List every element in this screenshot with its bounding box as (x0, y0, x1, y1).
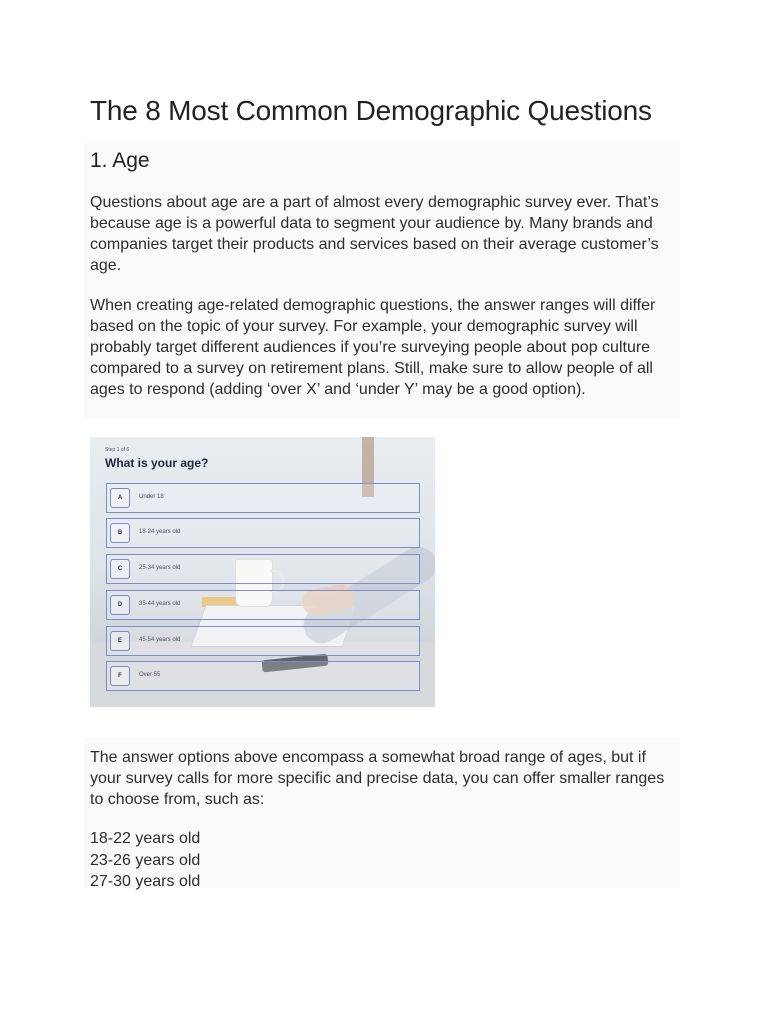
option-key: F (110, 666, 130, 686)
age-range-list (90, 828, 390, 893)
option-key: D (110, 595, 130, 615)
survey-option (106, 518, 420, 548)
list-item: 18-22 years old (90, 830, 201, 847)
option-label: 35-44 years old (139, 601, 181, 607)
survey-option (106, 554, 420, 584)
option-label: 45-54 years old (139, 637, 181, 643)
list-item: 27-30 years old (90, 873, 201, 890)
option-key: A (110, 488, 130, 508)
option-label: Over 55 (139, 672, 161, 678)
survey-option (106, 483, 420, 513)
paragraph-1: Questions about age are a part of almost every demographic survey ever. That’s because age is a powerful data to segment your audience by. Many brands and companies target their products and services based on their average customer’s age. (90, 194, 659, 274)
survey-option (106, 590, 420, 620)
survey-example-image (90, 437, 435, 707)
option-label: 25-34 years old (139, 565, 181, 571)
survey-option (106, 626, 420, 656)
survey-step-label: Step 1 of 6 (105, 447, 130, 453)
option-label: Under 18 (139, 494, 164, 500)
survey-question: What is your age? (105, 456, 209, 470)
option-key: E (110, 631, 130, 651)
option-key: C (110, 559, 130, 579)
section-heading: 1. Age (90, 149, 150, 172)
option-key: B (110, 523, 130, 543)
list-item: 23-26 years old (90, 851, 201, 869)
option-label: 18-24 years old (139, 529, 181, 535)
paragraph-3: The answer options above encompass a somewhat broad range of ages, but if your survey calls for more specific and precise data, you can offer smaller ranges to choose from, such as: (90, 749, 665, 808)
page-title: The 8 Most Common Demographic Questions (90, 95, 652, 126)
survey-option (106, 661, 420, 691)
paragraph-2: When creating age-related demographic questions, the answer ranges will differ based on the topic of your survey. For example, your demographic survey will probably target different audiences if you’re surveying people about pop culture compared to a survey on retirement plans. Still, make sure to allow people of all ages to respond (adding ‘over X’ and ‘under Y’ may be a good option). (90, 297, 656, 398)
